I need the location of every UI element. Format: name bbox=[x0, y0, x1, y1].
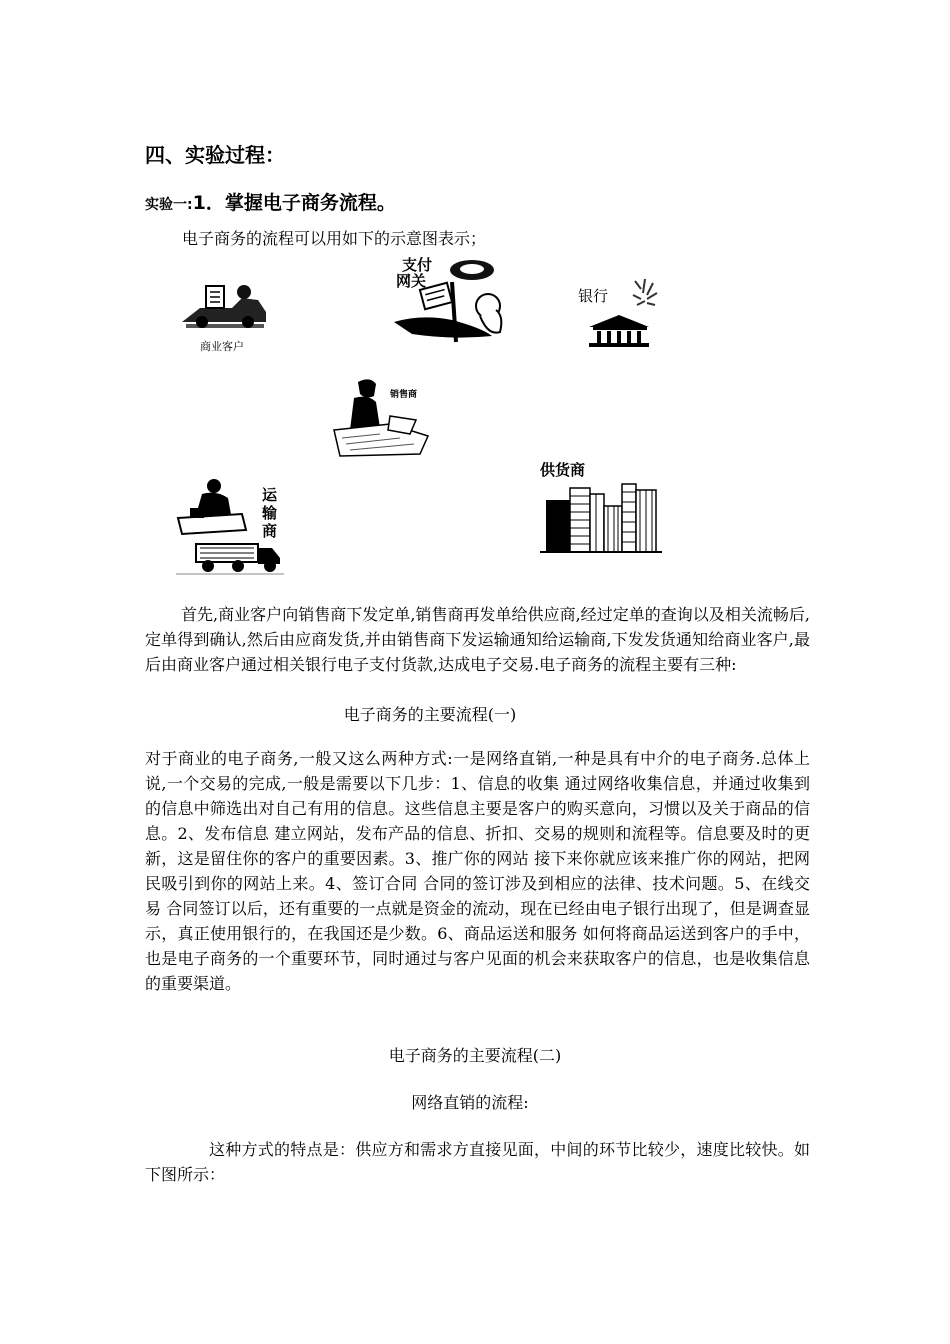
transport-label-3: 商 bbox=[262, 522, 278, 540]
experiment-heading bbox=[145, 188, 396, 215]
seller-clipart bbox=[330, 376, 435, 458]
seller-label: 销售商 bbox=[390, 390, 418, 400]
payment-gateway-label-2: 网关 bbox=[396, 272, 427, 290]
caption-main-flow-1: 电子商务的主要流程(一) bbox=[343, 705, 517, 724]
paragraph-transaction-steps: 对于商业的电子商务,一般又这么两种方式:一是网络直销,一种是具有中介的电子商务.总体上说,一个交易的完成,一般是需要以下几步：1、信息的收集 通过网络收集信息，并通过收集到的信息中筛选出对自己有用的信息。这些信息主要是客户的购买意向，习惯以及关于商品的信息。2、发布信息 建立网站，发布产品的信息、折扣、交易的规则和流程等。信息要及时的更新，这是留住你的客户的重要因素。3、推广你的网站 接下来你就应该来推广你的网站，把网民吸引到你的网站上来。4、签订合同 合同的签订涉及到相应的法律、技术问题。5、在线交易 合同签订以后，还有重要的一点就是资金的流动，现在已经由电子银行出现了，但是调查显示，真正使用银行的，在我国还是少数。6、商品运送和服务 如何将商品运送到客户的手中，也是电子商务的一个重要环节，同时通过与客户见面的机会来获取客户的信息，也是收集信息的重要渠道。 bbox=[145, 749, 810, 993]
transport-label-1: 运 bbox=[262, 486, 278, 504]
payment-gateway-clipart bbox=[392, 256, 512, 346]
experiment-title: 1．掌握电子商务流程。 bbox=[192, 192, 396, 214]
transport-label-2: 输 bbox=[262, 504, 278, 522]
payment-gateway-label-1: 支付 bbox=[402, 256, 433, 274]
business-customer-clipart bbox=[180, 278, 270, 330]
section-title: 四、实验过程： bbox=[145, 143, 285, 167]
caption-direct-sales: 网络直销的流程: bbox=[411, 1093, 529, 1112]
paragraph-direct-sales: 这种方式的特点是：供应方和需求方直接见面，中间的环节比较少，速度比较快。如下图所示： bbox=[145, 1140, 810, 1184]
business-customer-label: 商业客户 bbox=[200, 340, 244, 353]
paragraph-flow-description: 首先,商业客户向销售商下发定单,销售商再发单给供应商,经过定单的查询以及相关流畅后,定单得到确认,然后由应商发货,并由销售商下发运输通知给运输商,下发发货通知给商业客户,最后由商业客户通过相关银行电子支付货款,达成电子交易.电子商务的流程主要有三种: bbox=[145, 605, 810, 674]
intro-text: 电子商务的流程可以用如下的示意图表示； bbox=[182, 229, 487, 248]
bank-clipart bbox=[585, 275, 665, 350]
supplier-clipart bbox=[540, 482, 662, 554]
caption-main-flow-2: 电子商务的主要流程(二) bbox=[388, 1046, 562, 1065]
supplier-label: 供货商 bbox=[540, 461, 586, 479]
bank-label: 银行 bbox=[578, 287, 609, 305]
experiment-prefix: 实验一: bbox=[145, 197, 193, 213]
